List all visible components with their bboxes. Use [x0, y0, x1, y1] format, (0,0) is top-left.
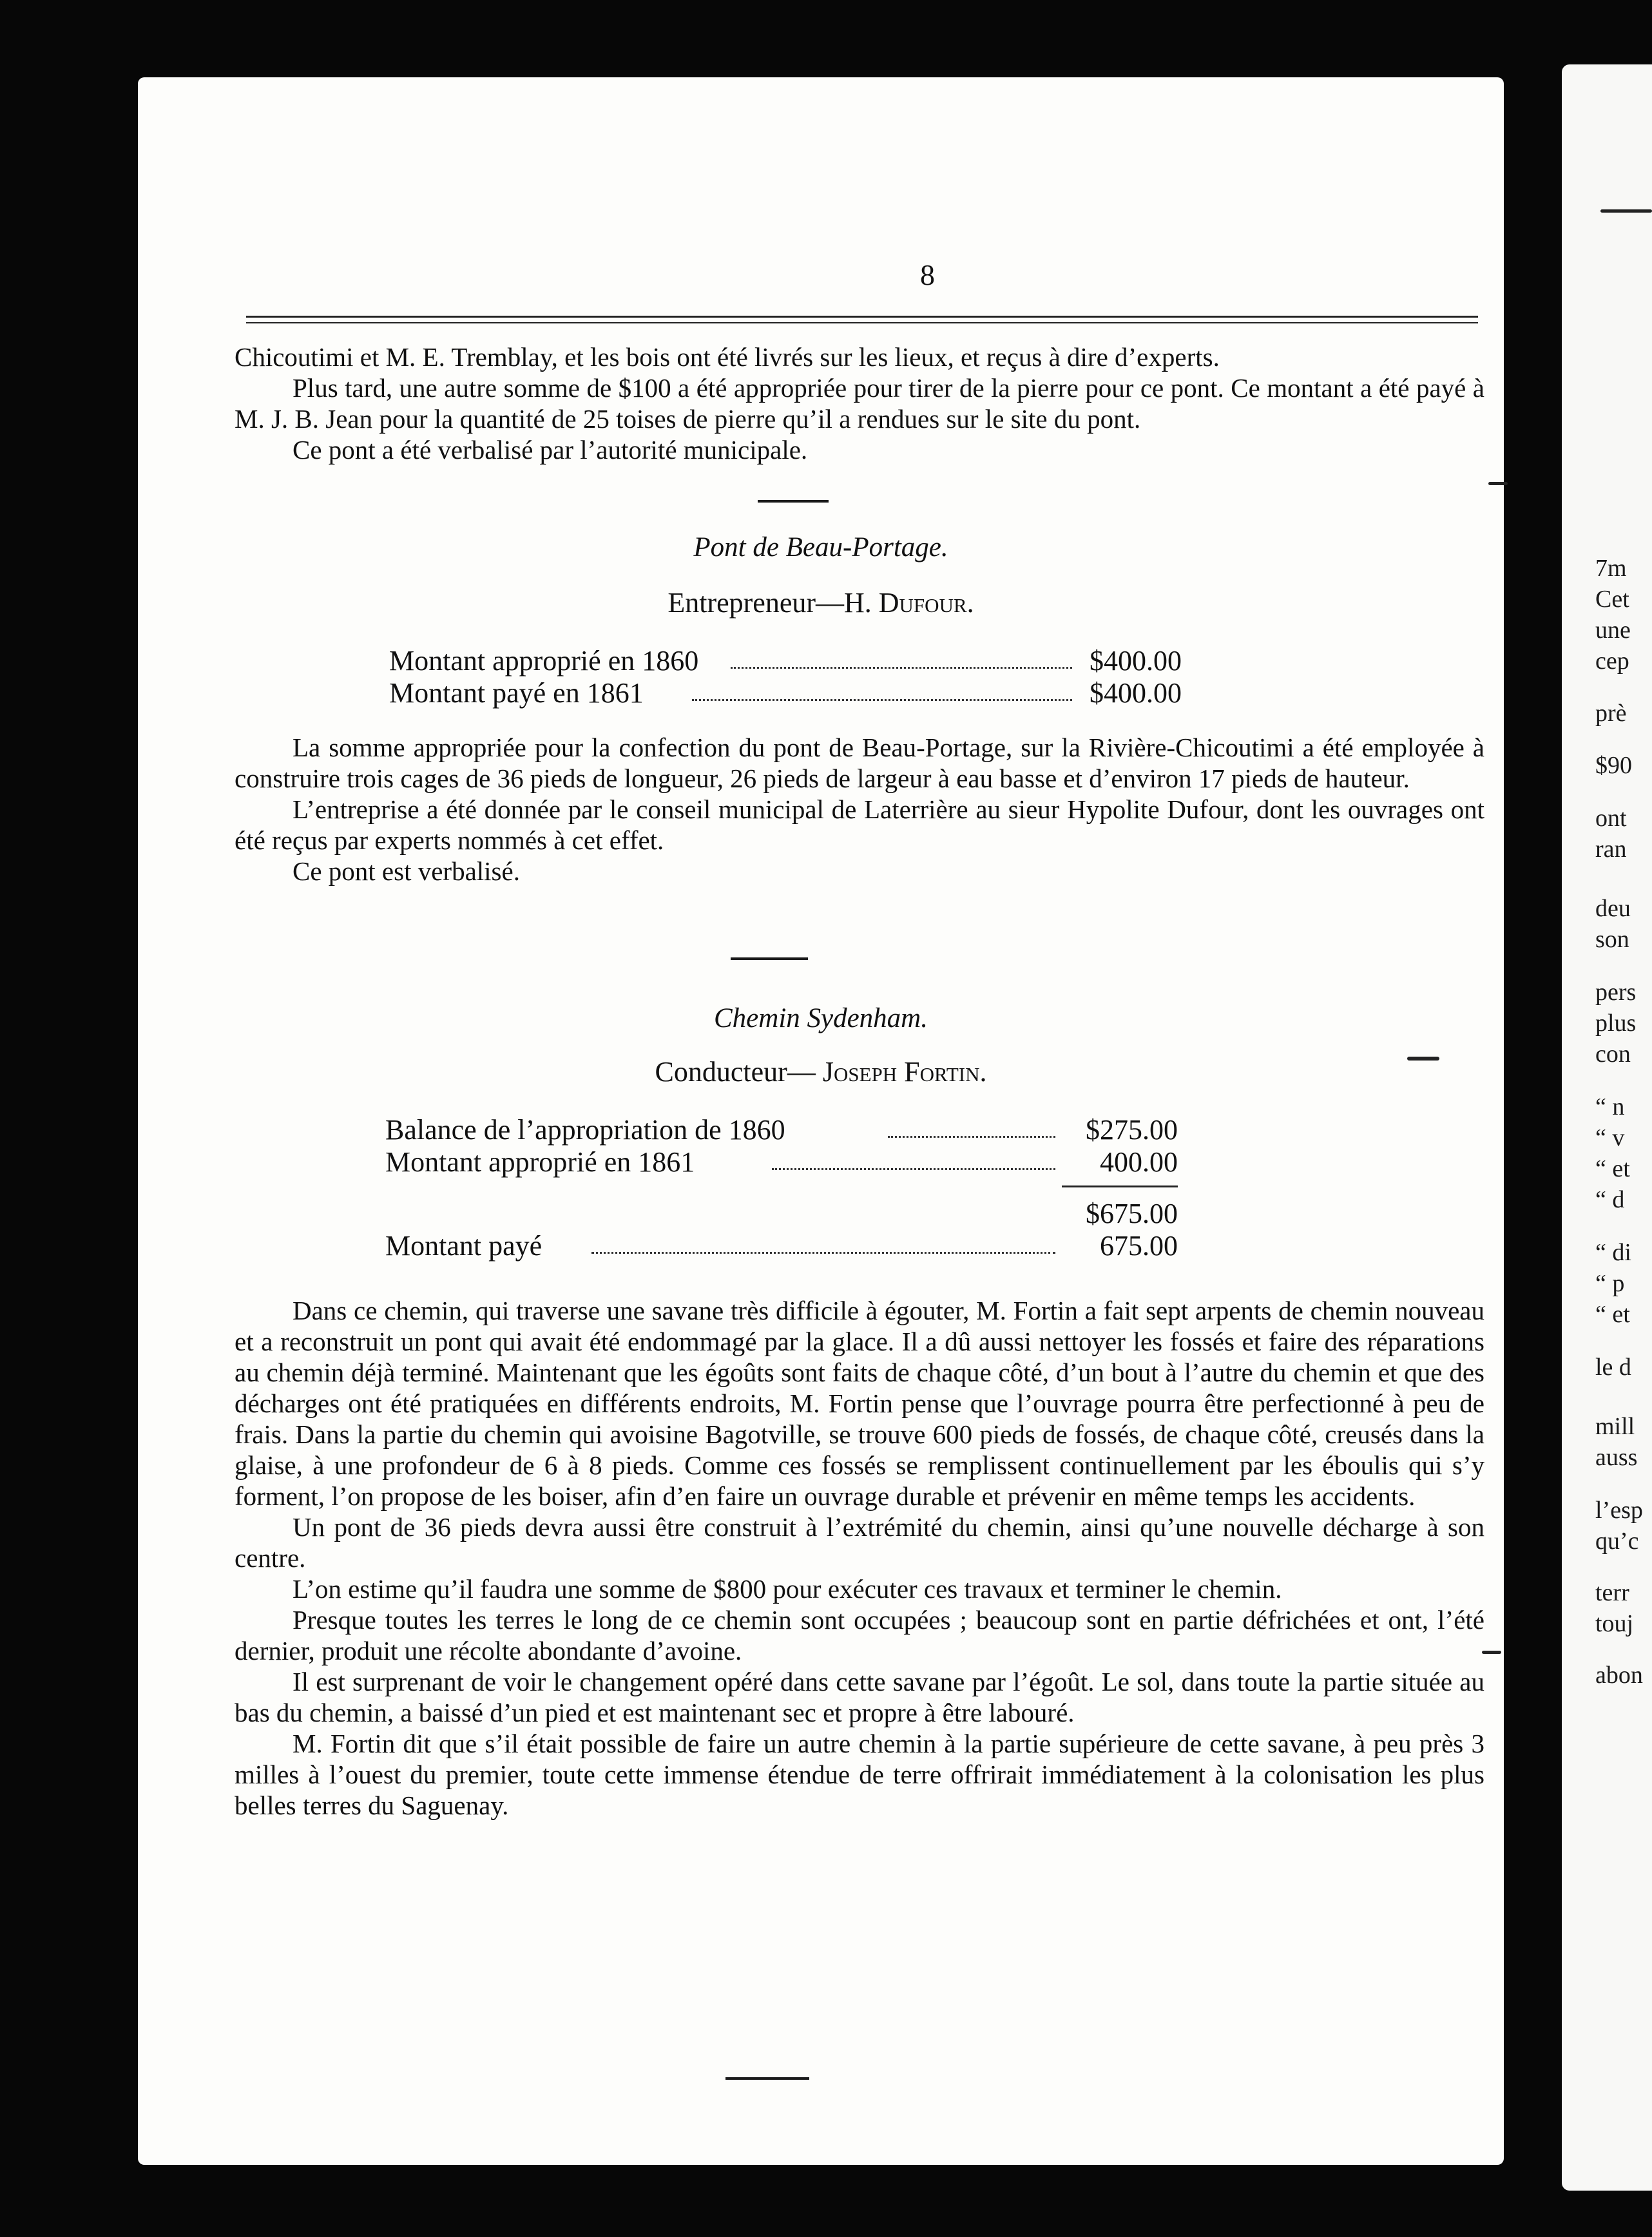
text-fragment: abon [1595, 1662, 1643, 1689]
sum-rule [1062, 1186, 1178, 1187]
row-label: Balance de l’appropriation de 1860 [385, 1114, 785, 1146]
text-fragment: mill [1595, 1413, 1635, 1440]
text-fragment: l’esp [1595, 1497, 1643, 1524]
paragraph: Presque toutes les terres le long de ce chemin sont occupées ; beaucoup sont en partie défrichées et ont, l’été dernier, produit une récolte abondante d’avoine. [235, 1605, 1484, 1666]
page-number: 8 [920, 258, 935, 291]
sydenham-paragraphs [235, 1295, 1484, 1821]
scan-mark [1482, 1651, 1501, 1654]
leader-dots [772, 1168, 1055, 1170]
text-fragment: pers [1595, 979, 1637, 1006]
leader-dots [731, 667, 1072, 669]
paragraph: L’on estime qu’il faudra une somme de $800 pour exécuter ces travaux et terminer le chemin. [293, 1574, 1282, 1604]
adjacent-page-edge [1562, 64, 1652, 2191]
paragraph: L’entreprise a été donnée par le conseil municipal de Laterrière au sieur Hypolite Dufour, dont les ouvrages ont été reçus par experts nommés à cet effet. [235, 794, 1484, 855]
opening-paragraphs [235, 341, 1484, 465]
paragraph: Il est surprenant de voir le changement opéré dans cette savane par l’égoût. Le sol, dans toute la partie située au bas du chemin, a baissé d’un pied et est maintenant sec et propre à être labouré. [235, 1667, 1484, 1727]
row-amount: $275.00 [1086, 1114, 1178, 1146]
amounts-table-sydenham [385, 1113, 1178, 1262]
text-fragment: son [1595, 926, 1629, 953]
text-fragment: deu [1595, 895, 1631, 922]
text-fragment: “ et [1595, 1155, 1630, 1182]
row-amount: $400.00 [1090, 645, 1182, 677]
table-row [389, 677, 1182, 709]
paragraph: M. Fortin dit que s’il était possible de faire un autre chemin à la partie supérieure de cette savane, à peu près 3 milles à l’ouest du premier, toute cette immense étendue de terre offrirait immédiatement à la colonisation les plus belles terres du Saguenay. [235, 1729, 1484, 1820]
paragraph: Ce pont a été verbalisé par l’autorité municipale. [293, 435, 808, 465]
text-fragment: qu’c [1595, 1528, 1639, 1555]
text-fragment: auss [1595, 1444, 1638, 1471]
total-amount: $675.00 [1086, 1198, 1178, 1229]
text-fragment: “ p [1595, 1270, 1625, 1297]
text-fragment: plus [1595, 1010, 1637, 1037]
section-divider [725, 2077, 809, 2080]
text-fragment: “ v [1595, 1124, 1625, 1151]
amounts-table-beau-portage [389, 644, 1182, 709]
section-divider [758, 500, 829, 503]
text-fragment: con [1595, 1041, 1631, 1068]
text-fragment: ran [1595, 836, 1627, 863]
text-fragment: prè [1595, 700, 1627, 727]
text-fragment: cep [1595, 648, 1629, 675]
text-fragment: le d [1595, 1354, 1631, 1381]
table-row [389, 644, 1182, 677]
contractor-name: Dufour. [878, 587, 974, 619]
row-amount: 400.00 [1100, 1146, 1178, 1178]
text-fragment: $90 [1595, 752, 1632, 779]
scan-mark [1488, 482, 1508, 485]
text-fragment: terr [1595, 1579, 1629, 1606]
conductor-line [138, 1055, 1504, 1088]
header-rule-2 [246, 322, 1478, 323]
conductor-label: Conducteur— [655, 1056, 816, 1088]
text-fragment: une [1595, 617, 1631, 644]
contractor-label: Entrepreneur—H. [668, 587, 872, 619]
conductor-name: Joseph Fortin. [822, 1056, 987, 1088]
text-fragment: “ n [1595, 1093, 1625, 1120]
paragraph: Dans ce chemin, qui traverse une savane très difficile à égouter, M. Fortin a fait sept arpents de chemin nouveau et a reconstruit un pont qui avait été endommagé par la glace. Il a dû aussi nettoyer les fossés et faire des réparations au chemin déjà terminé. Maintenant que les égoûts sont faits de chaque côté, d’un bout à l’autre du chemin et que des décharges ont été pratiquées en différents endroits, M. Fortin pense que l’ouvrage pourra être perfectionné à peu de frais. Dans la partie du chemin qui avoisine Bagotville, se trouve 600 pieds de fossés, de chaque côté, creusés dans la glaise, à une profondeur de 6 à 8 pieds. Comme ces fossés se remplissent continuellement par les éboulis qui s’y forment, l’on propose de les boiser, afin d’en faire un ouvrage durable et prévenir en même temps les accidents. [235, 1296, 1484, 1511]
text-fragment: ont [1595, 805, 1627, 832]
text-fragment: Cet [1595, 586, 1629, 613]
section-divider [731, 957, 808, 960]
row-label: Montant approprié en 1860 [389, 645, 699, 677]
paragraph: Un pont de 36 pieds devra aussi être construit à l’extrémité du chemin, ainsi qu’une nouvelle décharge à son centre. [235, 1512, 1484, 1573]
header-rule-fragment [1600, 209, 1652, 213]
header-rule [246, 316, 1478, 318]
text-fragment: “ di [1595, 1239, 1631, 1266]
document-page [138, 77, 1504, 2165]
row-label: Montant payé [385, 1230, 543, 1262]
paragraph: Chicoutimi et M. E. Tremblay, et les bois ont été livrés sur les lieux, et reçus à dire d’experts. [235, 342, 1220, 372]
text-fragment: “ d [1595, 1186, 1625, 1213]
row-amount: $400.00 [1090, 677, 1182, 709]
section-title-beau-portage: Pont de Beau-Portage. [693, 532, 948, 562]
leader-dots [591, 1252, 1055, 1254]
paragraph: La somme appropriée pour la confection du pont de Beau-Portage, sur la Rivière-Chicoutimi a été employée à construire trois cages de 36 pieds de longueur, 26 pieds de largeur à eau basse et d’environ 17 pieds de hauteur. [235, 733, 1484, 793]
text-fragment: touj [1595, 1610, 1634, 1637]
paragraph: Ce pont est verbalisé. [293, 856, 520, 886]
table-row [385, 1229, 1178, 1262]
table-row-total [385, 1197, 1178, 1229]
beau-portage-paragraphs [235, 732, 1484, 887]
row-amount: 675.00 [1100, 1230, 1178, 1262]
text-fragment: 7m [1595, 555, 1627, 582]
text-fragment: “ et [1595, 1301, 1630, 1328]
leader-dots [692, 699, 1072, 701]
table-row [385, 1146, 1178, 1178]
section-title-sydenham: Chemin Sydenham. [714, 1003, 928, 1033]
paragraph: Plus tard, une autre somme de $100 a été appropriée pour tirer de la pierre pour ce pont. Ce montant a été payé à M. J. B. Jean pour la quantité de 25 toises de pierre qu’il a rendues sur le site du pont. [235, 373, 1484, 434]
row-label: Montant approprié en 1861 [385, 1146, 695, 1178]
table-row [385, 1113, 1178, 1146]
scan-mark [1407, 1057, 1439, 1061]
leader-dots [888, 1136, 1055, 1138]
row-label: Montant payé en 1861 [389, 677, 644, 709]
contractor-line [138, 586, 1504, 619]
